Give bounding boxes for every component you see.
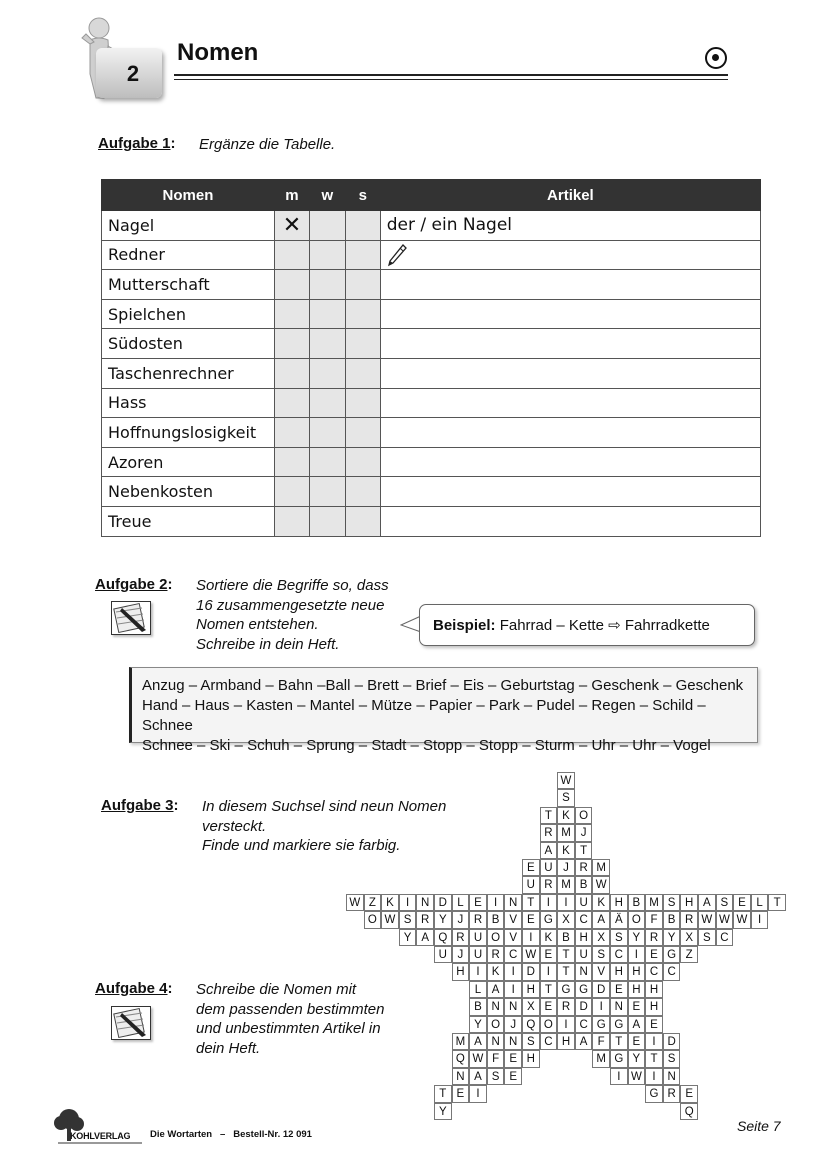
gender-cell-s[interactable] [345,299,380,329]
word-search-cell[interactable]: A [487,981,505,998]
word-search-cell[interactable]: E [680,1085,698,1102]
word-search-cell[interactable]: F [592,1033,610,1050]
task2-label: Aufgabe 2 [95,576,168,593]
article-cell[interactable] [380,299,760,329]
word-search-cell[interactable]: I [522,929,540,946]
word-search-cell[interactable]: A [592,911,610,928]
word-search-cell[interactable]: N [504,1033,522,1050]
word-search-cell[interactable]: C [575,1016,593,1033]
word-search-cell[interactable]: T [540,981,558,998]
word-search-cell[interactable]: I [540,963,558,980]
word-search-cell[interactable]: A [469,1033,487,1050]
word-search-cell[interactable]: F [645,911,663,928]
word-search-cell[interactable]: E [452,1085,470,1102]
gender-cell-s[interactable] [345,240,380,270]
title-divider [174,74,728,80]
publisher-logo [52,1107,142,1149]
gender-cell-s[interactable] [345,270,380,300]
word-search-cell[interactable]: A [540,842,558,859]
word-search-cell[interactable]: C [716,929,734,946]
word-search-cell[interactable]: T [522,894,540,911]
word-list-box [129,667,758,754]
noun-cell: Azoren [102,447,275,477]
word-search-cell[interactable]: E [540,998,558,1015]
word-search-cell[interactable]: N [610,998,628,1015]
word-search-cell[interactable]: C [575,911,593,928]
word-search-cell[interactable]: D [522,963,540,980]
word-search-cell[interactable]: I [540,894,558,911]
word-search-cell[interactable]: H [522,1050,540,1067]
word-search-cell[interactable]: J [452,946,470,963]
word-search-cell[interactable]: S [663,894,681,911]
gender-cell-w[interactable] [309,506,345,536]
word-search-cell[interactable]: O [364,911,382,928]
word-search-cell[interactable]: U [469,929,487,946]
word-search-cell[interactable]: H [610,963,628,980]
word-search-cell[interactable]: A [628,1016,646,1033]
word-search-cell[interactable]: K [487,963,505,980]
word-search-cell[interactable]: E [540,946,558,963]
word-search-cell[interactable]: I [610,1068,628,1085]
word-search-cell[interactable]: H [557,1033,575,1050]
word-search-cell[interactable]: D [575,998,593,1015]
word-search-cell[interactable]: O [487,929,505,946]
word-search-cell[interactable]: K [592,894,610,911]
word-search-cell[interactable]: N [663,1068,681,1085]
word-list-line: Schnee – Ski – Schuh – Sprung – Stadt – Stopp – Stopp – Sturm – Uhr – Uhr – Vogel [142,737,711,754]
word-search-cell[interactable]: I [557,894,575,911]
gender-cell-w[interactable] [309,358,345,388]
word-search-cell[interactable]: M [452,1033,470,1050]
word-search-cell[interactable]: E [645,946,663,963]
gender-cell-s[interactable] [345,358,380,388]
word-search-cell[interactable]: U [469,946,487,963]
noun-cell: Hoffnungslosigkeit [102,418,275,448]
word-search-cell[interactable]: Y [663,929,681,946]
noun-cell: Mutterschaft [102,270,275,300]
word-search-cell[interactable]: V [504,929,522,946]
publisher-logo-text: KOHLVERLAG [70,1131,131,1141]
noun-cell: Nebenkosten [102,477,275,507]
word-search-cell[interactable]: A [698,894,716,911]
word-search-cell[interactable]: T [434,1085,452,1102]
article-cell[interactable] [380,388,760,418]
word-search-cell[interactable]: G [663,946,681,963]
word-search-cell[interactable]: L [469,981,487,998]
word-search-cell[interactable]: E [522,911,540,928]
page-title: Nomen [177,39,259,66]
gender-cell-w[interactable] [309,240,345,270]
noun-cell: Treue [102,506,275,536]
word-search-cell[interactable]: E [628,1033,646,1050]
word-search-cell[interactable]: C [540,1033,558,1050]
word-search-cell[interactable]: I [504,963,522,980]
word-search-cell[interactable]: I [504,981,522,998]
word-search-cell[interactable]: X [680,929,698,946]
word-search-cell[interactable]: Z [680,946,698,963]
word-search-cell[interactable]: S [399,911,417,928]
word-search-cell[interactable]: W [469,1050,487,1067]
word-search-cell[interactable]: H [610,894,628,911]
article-text: der / ein Nagel [386,215,513,236]
gender-cell-s[interactable] [345,506,380,536]
gender-cell-w[interactable] [309,211,345,241]
header-nomen: Nomen [102,180,275,211]
word-search-cell[interactable]: S [663,1050,681,1067]
article-cell[interactable] [380,418,760,448]
word-search-cell[interactable]: E [522,859,540,876]
word-search-cell[interactable]: U [540,859,558,876]
word-search-cell[interactable]: R [487,946,505,963]
word-search-cell[interactable]: L [751,894,769,911]
word-search-cell[interactable]: I [487,894,505,911]
gender-cell-s[interactable] [345,418,380,448]
word-search-cell[interactable]: Q [522,1016,540,1033]
word-search-cell[interactable]: G [540,911,558,928]
word-search-cell[interactable]: W [557,772,575,789]
gender-cell-m[interactable] [274,506,309,536]
word-search-cell[interactable]: H [628,963,646,980]
word-search-cell[interactable]: J [504,1016,522,1033]
gender-cell-m[interactable] [274,358,309,388]
word-search-cell[interactable]: I [399,894,417,911]
task3-instruction: In diesem Suchsel sind neun Nomen versteckt. Finde und markiere sie farbig. [202,798,447,854]
table-row [102,329,761,359]
article-cell[interactable] [380,477,760,507]
word-search-cell[interactable]: R [663,1085,681,1102]
word-search-cell[interactable]: T [575,842,593,859]
word-search-cell[interactable]: D [592,981,610,998]
task3-heading: Aufgabe 3: [101,797,179,814]
word-search-cell[interactable]: T [557,946,575,963]
word-search-cell[interactable]: Q [680,1103,698,1120]
word-search-cell[interactable]: W [698,911,716,928]
gender-cell-s[interactable] [345,447,380,477]
task1-label: Aufgabe 1 [98,135,171,152]
word-search-cell[interactable]: H [645,981,663,998]
word-search-cell[interactable]: W [522,946,540,963]
word-search-grid [346,772,782,1120]
word-search-cell[interactable]: A [469,1068,487,1085]
table-row [102,240,761,270]
word-search-cell[interactable]: G [645,1085,663,1102]
word-search-cell[interactable]: J [452,911,470,928]
word-search-cell[interactable]: W [346,894,364,911]
table-row [102,270,761,300]
word-search-cell[interactable]: R [680,911,698,928]
word-search-cell[interactable]: G [610,1050,628,1067]
gender-cell-m[interactable] [274,299,309,329]
task3-label: Aufgabe 3 [101,797,174,814]
word-search-cell[interactable]: N [504,894,522,911]
article-cell[interactable] [380,447,760,477]
word-search-cell[interactable]: E [628,998,646,1015]
word-search-cell[interactable]: I [469,963,487,980]
word-search-cell[interactable]: R [469,911,487,928]
word-search-cell[interactable]: M [557,824,575,841]
word-search-cell[interactable]: L [452,894,470,911]
word-search-cell[interactable]: E [733,894,751,911]
word-search-cell[interactable]: T [540,807,558,824]
task4-label: Aufgabe 4 [95,980,168,997]
chapter-number: 2 [126,61,140,86]
word-search-cell[interactable]: J [575,824,593,841]
word-search-cell[interactable]: T [645,1050,663,1067]
article-cell[interactable] [380,506,760,536]
word-search-cell[interactable]: Y [628,1050,646,1067]
word-search-cell[interactable]: V [504,911,522,928]
task2-instruction: Sortiere die Begriffe so, dass 16 zusammengesetzte neue Nomen entstehen. Schreibe in dein Heft. [196,577,389,653]
word-search-cell[interactable]: U [575,946,593,963]
word-search-cell[interactable]: I [469,1085,487,1102]
word-search-cell[interactable]: U [575,894,593,911]
table-row [102,358,761,388]
word-search-cell[interactable]: U [434,946,452,963]
article-cell[interactable] [380,270,760,300]
gender-cell-m[interactable] [274,240,309,270]
word-search-cell[interactable]: N [575,963,593,980]
cross-mark: ✕ [282,212,302,238]
word-search-cell[interactable]: Y [628,929,646,946]
word-search-cell[interactable]: R [540,824,558,841]
article-cell[interactable] [380,358,760,388]
word-search-cell[interactable]: E [610,981,628,998]
article-cell[interactable] [380,211,760,241]
word-search-cell[interactable]: X [592,929,610,946]
word-search-cell[interactable]: B [487,911,505,928]
word-search-cell[interactable]: B [663,911,681,928]
word-search-cell[interactable]: S [592,946,610,963]
header-artikel: Artikel [380,180,760,211]
gender-cell-m[interactable] [274,477,309,507]
table-header-row [102,180,761,211]
word-search-cell[interactable]: H [452,963,470,980]
word-search-cell[interactable]: D [434,894,452,911]
gender-cell-s[interactable] [345,211,380,241]
word-search-cell[interactable]: W [733,911,751,928]
word-search-cell[interactable]: E [645,1016,663,1033]
gender-cell-w[interactable] [309,418,345,448]
header-s: s [345,180,380,211]
word-search-cell[interactable]: I [557,1016,575,1033]
word-search-cell[interactable]: N [452,1068,470,1085]
word-search-cell[interactable]: H [522,981,540,998]
word-search-cell[interactable]: R [416,911,434,928]
noun-cell: Taschenrechner [102,358,275,388]
word-search-cell[interactable]: G [610,1016,628,1033]
gender-cell-m[interactable] [274,211,309,241]
word-search-cell[interactable]: G [592,1016,610,1033]
word-search-cell[interactable]: T [768,894,786,911]
gender-cell-w[interactable] [309,447,345,477]
word-search-cell[interactable]: T [610,1033,628,1050]
word-search-cell[interactable]: W [628,1068,646,1085]
word-search-cell[interactable]: N [416,894,434,911]
word-search-cell[interactable]: M [557,876,575,893]
word-search-cell[interactable]: D [663,1033,681,1050]
word-search-cell[interactable]: U [522,876,540,893]
word-search-cell[interactable]: G [575,981,593,998]
gender-cell-s[interactable] [345,477,380,507]
word-search-cell[interactable]: K [557,807,575,824]
word-search-cell[interactable]: R [557,998,575,1015]
word-search-cell[interactable]: S [698,929,716,946]
word-search-cell[interactable]: H [575,929,593,946]
page-number: Seite 7 [737,1118,781,1134]
word-search-cell[interactable]: B [575,876,593,893]
article-cell[interactable] [380,240,760,270]
word-search-cell[interactable]: I [592,998,610,1015]
word-search-cell[interactable]: S [522,1033,540,1050]
word-search-cell[interactable]: S [487,1068,505,1085]
table-row [102,418,761,448]
word-search-cell[interactable]: Ä [610,911,628,928]
word-search-cell[interactable]: M [592,1050,610,1067]
word-search-cell[interactable]: K [381,894,399,911]
gender-cell-m[interactable] [274,329,309,359]
word-search-cell[interactable]: C [610,946,628,963]
word-list-line: Anzug – Armband – Bahn –Ball – Brett – Brief – Eis – Geburtstag – Geschenk – Geschenk [142,677,744,694]
word-search-cell[interactable]: E [469,894,487,911]
example-text: Fahrrad – Kette ⇨ Fahrradkette [499,617,710,634]
gender-cell-m[interactable] [274,388,309,418]
word-search-cell[interactable]: N [504,998,522,1015]
task4-heading: Aufgabe 4: [95,980,173,997]
word-search-cell[interactable]: Q [434,929,452,946]
table-row [102,388,761,418]
word-search-cell[interactable]: X [557,911,575,928]
word-search-cell[interactable]: Y [434,911,452,928]
notebook-pen-icon [111,1006,151,1040]
task2-heading: Aufgabe 2: [95,576,173,593]
word-search-cell[interactable]: C [645,963,663,980]
table-row [102,506,761,536]
header-w: w [309,180,345,211]
word-search-cell[interactable]: I [645,1033,663,1050]
noun-cell: Spielchen [102,299,275,329]
word-search-cell[interactable]: A [575,1033,593,1050]
noun-cell: Hass [102,388,275,418]
word-search-cell[interactable]: M [592,859,610,876]
table-row [102,299,761,329]
word-search-cell[interactable]: W [592,876,610,893]
header-m: m [274,180,309,211]
gender-cell-w[interactable] [309,270,345,300]
word-search-cell[interactable]: S [557,789,575,806]
word-search-cell[interactable]: B [628,894,646,911]
task1-heading: Aufgabe 1: [98,135,176,152]
task4-instruction: Schreibe die Nomen mit dem passenden bestimmten und unbestimmten Artikel in dein Heft. [196,981,385,1057]
word-search-cell[interactable]: I [628,946,646,963]
table-row [102,477,761,507]
word-search-cell[interactable]: B [557,929,575,946]
gender-cell-m[interactable] [274,418,309,448]
pencil-icon [387,243,407,267]
word-search-cell[interactable]: E [504,1068,522,1085]
word-search-cell[interactable]: B [469,998,487,1015]
gender-cell-w[interactable] [309,477,345,507]
word-search-cell[interactable]: C [504,946,522,963]
word-search-cell[interactable]: K [557,842,575,859]
word-search-cell[interactable]: W [716,911,734,928]
word-search-cell[interactable]: Z [364,894,382,911]
word-search-cell[interactable]: O [628,911,646,928]
table-row [102,447,761,477]
article-cell[interactable] [380,329,760,359]
table-row [102,211,761,241]
word-search-cell[interactable]: F [487,1050,505,1067]
word-search-cell[interactable]: Q [452,1050,470,1067]
task1-instruction: Ergänze die Tabelle. [199,136,336,153]
example-box [419,604,755,646]
word-search-cell[interactable]: K [540,929,558,946]
target-icon [705,47,727,69]
word-search-cell[interactable]: J [557,859,575,876]
word-search-cell[interactable]: X [522,998,540,1015]
word-search-cell[interactable]: O [540,1016,558,1033]
word-search-cell[interactable]: H [628,981,646,998]
word-search-cell[interactable]: I [751,911,769,928]
notebook-pen-icon [111,601,151,635]
word-search-cell[interactable]: E [504,1050,522,1067]
gender-cell-w[interactable] [309,299,345,329]
word-search-cell[interactable]: O [487,1016,505,1033]
word-list-line: Hand – Haus – Kasten – Mantel – Mütze – Papier – Park – Pudel – Regen – Schild – Schnee [142,697,706,734]
word-search-cell[interactable]: N [487,998,505,1015]
word-search-cell[interactable]: Y [399,929,417,946]
word-search-cell[interactable]: W [381,911,399,928]
noun-table [101,179,761,537]
gender-cell-s[interactable] [345,388,380,418]
word-search-cell[interactable]: R [452,929,470,946]
noun-cell: Nagel [102,211,275,241]
word-search-cell[interactable]: S [716,894,734,911]
word-search-cell[interactable]: O [575,807,593,824]
noun-cell: Redner [102,240,275,270]
word-search-cell[interactable]: Y [434,1103,452,1120]
gender-cell-w[interactable] [309,329,345,359]
footer-order-info: Die Wortarten – Bestell-Nr. 12 091 [150,1129,312,1140]
gender-cell-m[interactable] [274,270,309,300]
word-search-cell[interactable]: T [557,963,575,980]
word-search-cell[interactable]: I [645,1068,663,1085]
word-search-cell[interactable]: S [610,929,628,946]
word-search-cell[interactable]: R [645,929,663,946]
gender-cell-w[interactable] [309,388,345,418]
word-search-cell[interactable]: C [663,963,681,980]
word-search-cell[interactable]: R [540,876,558,893]
example-label: Beispiel: [433,617,496,634]
word-search-cell[interactable]: H [645,998,663,1015]
word-search-cell[interactable]: Y [469,1016,487,1033]
word-search-cell[interactable]: N [487,1033,505,1050]
word-search-cell[interactable]: A [416,929,434,946]
word-search-cell[interactable]: R [575,859,593,876]
noun-cell: Südosten [102,329,275,359]
gender-cell-s[interactable] [345,329,380,359]
word-search-cell[interactable]: V [592,963,610,980]
word-search-cell[interactable]: G [557,981,575,998]
gender-cell-m[interactable] [274,447,309,477]
word-search-cell[interactable]: M [645,894,663,911]
word-search-cell[interactable]: H [680,894,698,911]
